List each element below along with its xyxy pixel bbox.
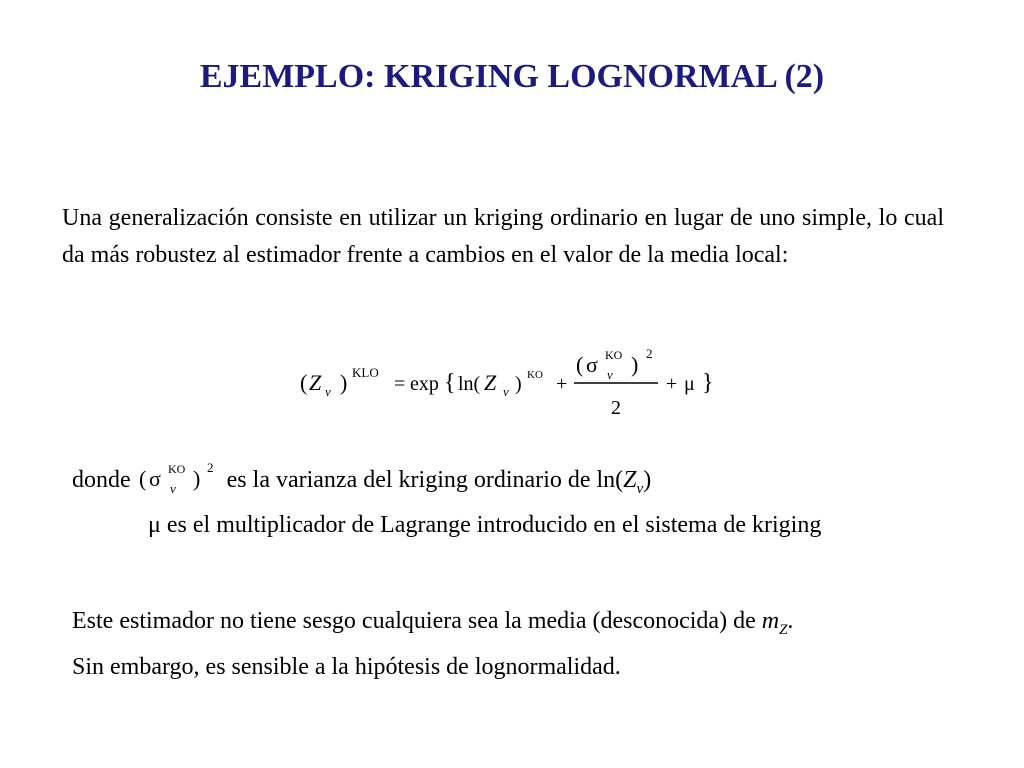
eq-plus-1: +	[556, 373, 568, 395]
eq-equals: =	[394, 373, 406, 395]
closing-text-2: Sin embargo, es sensible a la hipótesis de lognormalidad.	[72, 653, 621, 680]
eq-lhs-close: )	[340, 370, 348, 395]
intro-paragraph: Una generalización consiste en utilizar un kriging ordinario en lugar de uno simple, lo cual da más robustez al estimador frente a cambios en el valor de la media local:	[62, 205, 944, 268]
mu-text: es el multiplicador de Lagrange introducido en el sistema de kriging	[166, 512, 822, 538]
closing-m-sub: Z	[779, 621, 788, 638]
eq-denominator: 2	[611, 397, 621, 419]
closing-m: m	[761, 608, 780, 634]
eq-ln-sup: KO	[527, 369, 543, 381]
eq-num-sigma: σ	[586, 352, 598, 377]
eq-ln-var: Z	[484, 370, 497, 395]
eq-plus-2: +	[666, 373, 678, 395]
eq-brace-close: }	[702, 370, 714, 396]
donde-close: )	[643, 467, 652, 493]
term-open: (	[138, 466, 146, 491]
sigma-squared-term	[137, 460, 221, 496]
eq-lhs-open: (	[300, 370, 308, 395]
closing-dot: .	[787, 608, 794, 634]
eq-num-sup: KO	[605, 348, 623, 362]
eq-num-sub: v	[607, 367, 613, 382]
eq-ln-sub: v	[503, 384, 509, 399]
term-close: )	[192, 466, 200, 491]
donde-text: es la varianza del kriging ordinario de ln(	[226, 467, 624, 493]
eq-brace-open: {	[444, 370, 456, 396]
eq-ln: ln(	[458, 373, 481, 395]
eq-ln-close: )	[515, 373, 522, 395]
mu-symbol: μ	[148, 512, 161, 538]
donde-line	[72, 460, 651, 498]
lognormal-kriging-equation	[300, 340, 720, 420]
eq-num-open: (	[576, 352, 584, 377]
donde-z: Z	[623, 467, 637, 493]
donde-prefix: donde	[72, 467, 131, 493]
closing-text-1: Este estimador no tiene sesgo cualquiera sea la media (desconocida) de	[72, 608, 762, 634]
eq-lhs-sub: v	[325, 384, 331, 399]
eq-func: exp	[410, 373, 439, 395]
eq-lhs-var: Z	[309, 370, 322, 395]
term-sub: v	[169, 481, 176, 496]
eq-num-exp: 2	[646, 346, 653, 361]
term-sup: KO	[167, 462, 185, 476]
closing-paragraph	[72, 603, 944, 686]
mu-line	[148, 512, 821, 539]
eq-num-close: )	[631, 352, 639, 377]
eq-mu: μ	[684, 373, 695, 395]
eq-lhs-sup: KLO	[352, 365, 379, 380]
slide-title: EJEMPLO: KRIGING LOGNORMAL (2)	[199, 58, 825, 95]
term-exp: 2	[206, 460, 214, 475]
donde-z-sub: v	[636, 480, 644, 497]
term-sigma: σ	[148, 466, 161, 491]
